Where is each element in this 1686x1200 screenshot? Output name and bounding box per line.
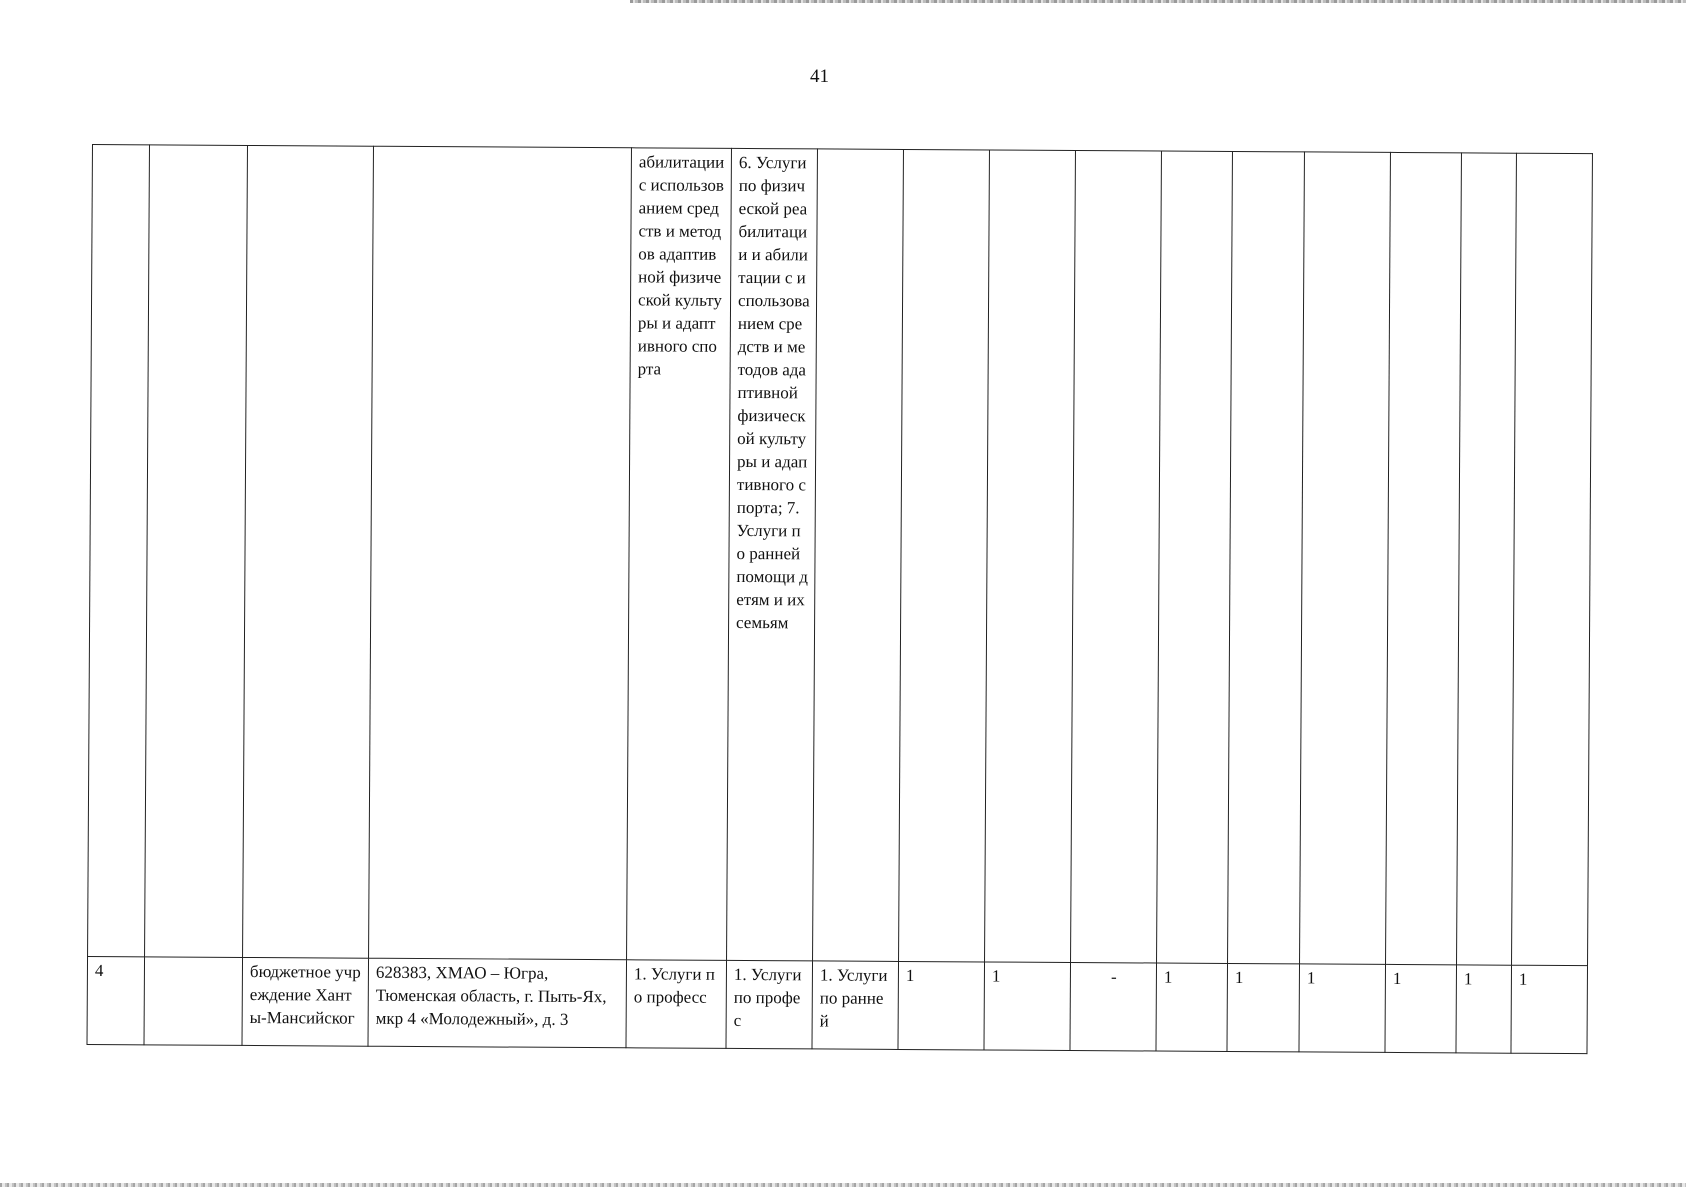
cell-address — [369, 146, 632, 960]
cell-value: 1 — [1227, 963, 1300, 1051]
cell-value — [1300, 152, 1391, 965]
cell-services-5: абилитации с использованием средств и методов адаптивной физической культуры и адаптивного спорта — [627, 148, 732, 961]
cell-value — [1386, 152, 1462, 964]
cell-value: 1 — [1456, 965, 1512, 1053]
cell-value — [1157, 151, 1233, 963]
cell-value — [1228, 151, 1305, 963]
cell-services-6: 1. Услуги по профес — [726, 960, 813, 1049]
cell-services-7: 1. Услуги по ранней — [812, 961, 899, 1050]
page-number: 41 — [810, 66, 829, 87]
cell-value — [1457, 153, 1517, 965]
cell-name: бюджетное учреждение Ханты-Мансийског — [242, 957, 369, 1046]
cell-services-7 — [813, 149, 904, 962]
cell-services-5: 1. Услуги по професс — [626, 960, 727, 1049]
cell-value: 1 — [898, 961, 985, 1050]
cell-value: 1 — [984, 962, 1071, 1051]
cell-num — [88, 145, 150, 957]
cell-value — [1071, 151, 1162, 964]
cell-address: 628383, ХМАО – Югра, Тюменская область, г. Пыть-Ях, мкр 4 «Молодежный», д. 3 — [368, 958, 627, 1048]
cell-value: 1 — [1385, 964, 1457, 1052]
table-row-continued — [88, 145, 1593, 966]
cell-value: 1 — [1156, 963, 1228, 1051]
table-row-4 — [87, 956, 1588, 1053]
cell-value — [1512, 153, 1593, 965]
cell-num: 4 — [87, 956, 145, 1044]
scan-edge-top — [630, 0, 1686, 3]
registry-table — [86, 144, 1592, 1054]
cell-services-6: 6. Услуги по физической реабилитации и абилитации с использованием средств и методов адаптивной физической культуры и адаптивного спорта; 7. Услуги по ранней помощи детям и их семьям — [727, 148, 818, 961]
cell-value: - — [1070, 962, 1157, 1051]
cell-col2 — [145, 145, 248, 958]
cell-col2 — [144, 957, 243, 1046]
cell-value — [899, 149, 990, 962]
cell-value: 1 — [1299, 964, 1386, 1053]
cell-value: 1 — [1511, 965, 1588, 1053]
scan-edge-bottom — [0, 1183, 1686, 1187]
cell-name — [243, 145, 374, 958]
cell-value — [985, 150, 1076, 963]
